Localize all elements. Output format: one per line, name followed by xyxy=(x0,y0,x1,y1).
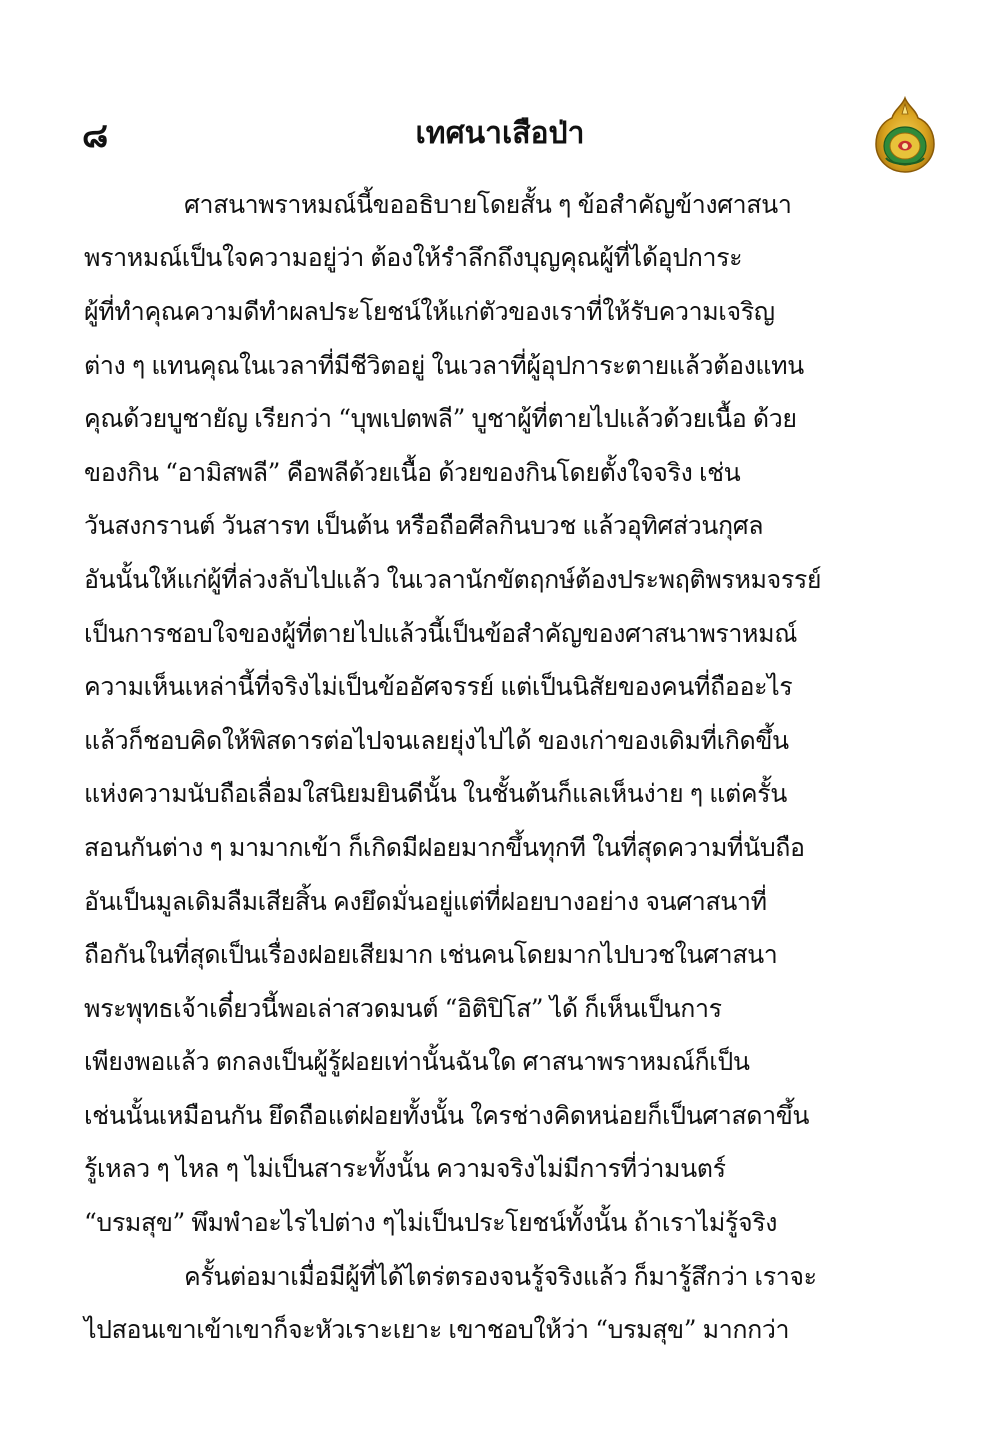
body-text xyxy=(84,178,904,1357)
text-line: ศาสนาพราหมณ์นี้ขออธิบายโดยสั้น ๆ ข้อสำคัญข้างศาสนา xyxy=(184,189,792,219)
text-line: วันสงกรานต์ วันสารท เป็นต้น หรือถือศีลกินบวช แล้วอุทิศส่วนกุศล xyxy=(84,511,764,541)
text-line: ต่าง ๆ แทนคุณในเวลาที่มีชีวิตอยู่ ในเวลาที่ผู้อุปการะตายแล้วต้องแทน xyxy=(84,350,804,380)
text-line: ความเห็นเหล่านี้ที่จริงไม่เป็นข้ออัศจรรย์ แต่เป็นนิสัยของคนที่ถืออะไร xyxy=(84,672,793,702)
text-line: ไปสอนเขาเข้าเขาก็จะหัวเราะเยาะ เขาชอบให้ว่า “บรมสุข” มากกว่า xyxy=(84,1315,790,1345)
running-title: เทศนาเสือป่า xyxy=(415,116,585,151)
text-line: แล้วก็ชอบคิดให้พิสดารต่อไปจนเลยยุ่งไปได้ ของเก่าของเดิมที่เกิดขึ้น xyxy=(84,725,789,755)
text-line: ถือกันในที่สุดเป็นเรื่องฝอยเสียมาก เช่นคนโดยมากไปบวชในศาสนา xyxy=(84,940,778,970)
text-line: แห่งความนับถือเลื่อมใสนิยมยินดีนั้น ในชั้นต้นก็แลเห็นง่าย ๆ แต่ครั้น xyxy=(84,779,787,809)
text-line: สอนกันต่าง ๆ มามากเข้า ก็เกิดมีฝอยมากขึ้นทุกที ในที่สุดความที่นับถือ xyxy=(84,832,805,862)
text-line: ครั้นต่อมาเมื่อมีผู้ที่ได้ไตร่ตรองจนรู้จริงแล้ว ก็มารู้สึกว่า เราจะ xyxy=(184,1261,817,1291)
text-line: คุณด้วยบูชายัญ เรียกว่า “บุพเปตพลี” บูชาผู้ที่ตายไปแล้วด้วยเนื้อ ด้วย xyxy=(84,404,797,434)
text-line: อันเป็นมูลเดิมลืมเสียสิ้น คงยึดมั่นอยู่แต่ที่ฝอยบางอย่าง จนศาสนาที่ xyxy=(84,886,767,916)
text-line: ผู้ที่ทำคุณความดีทำผลประโยชน์ให้แก่ตัวของเราที่ให้รับความเจริญ xyxy=(84,296,775,326)
text-line: เพียงพอแล้ว ตกลงเป็นผู้รู้ฝอยเท่านั้นฉันใด ศาสนาพราหมณ์ก็เป็น xyxy=(84,1047,750,1077)
text-line: พราหมณ์เป็นใจความอยู่ว่า ต้องให้รำลึกถึงบุญคุณผู้ที่ได้อุปการะ xyxy=(84,243,743,273)
page-number: ๘ xyxy=(82,116,109,156)
text-line: เป็นการชอบใจของผู้ที่ตายไปแล้วนี้เป็นข้อสำคัญของศาสนาพราหมณ์ xyxy=(84,618,798,648)
text-line: “บรมสุข” พึมพำอะไรไปต่าง ๆไม่เป็นประโยชน์ทั้งนั้น ถ้าเราไม่รู้จริง xyxy=(84,1208,778,1238)
text-line: พระพุทธเจ้าเดี๋ยวนี้พอเล่าสวดมนต์ “อิติปิโส” ได้ ก็เห็นเป็นการ xyxy=(84,993,722,1023)
text-line: เช่นนั้นเหมือนกัน ยึดถือแต่ฝอยทั้งนั้น ใครช่างคิดหน่อยก็เป็นศาสดาขึ้น xyxy=(84,1100,810,1130)
text-line: ของกิน “อามิสพลี” คือพลีด้วยเนื้อ ด้วยของกินโดยตั้งใจจริง เช่น xyxy=(84,457,741,487)
crest-icon xyxy=(872,96,938,174)
text-line: รู้เหลว ๆ ไหล ๆ ไม่เป็นสาระทั้งนั้น ความจริงไม่มีการที่ว่ามนตร์ xyxy=(84,1154,726,1184)
text-line: อันนั้นให้แก่ผู้ที่ล่วงลับไปแล้ว ในเวลานักขัตฤกษ์ต้องประพฤติพรหมจรรย์ xyxy=(84,564,822,594)
